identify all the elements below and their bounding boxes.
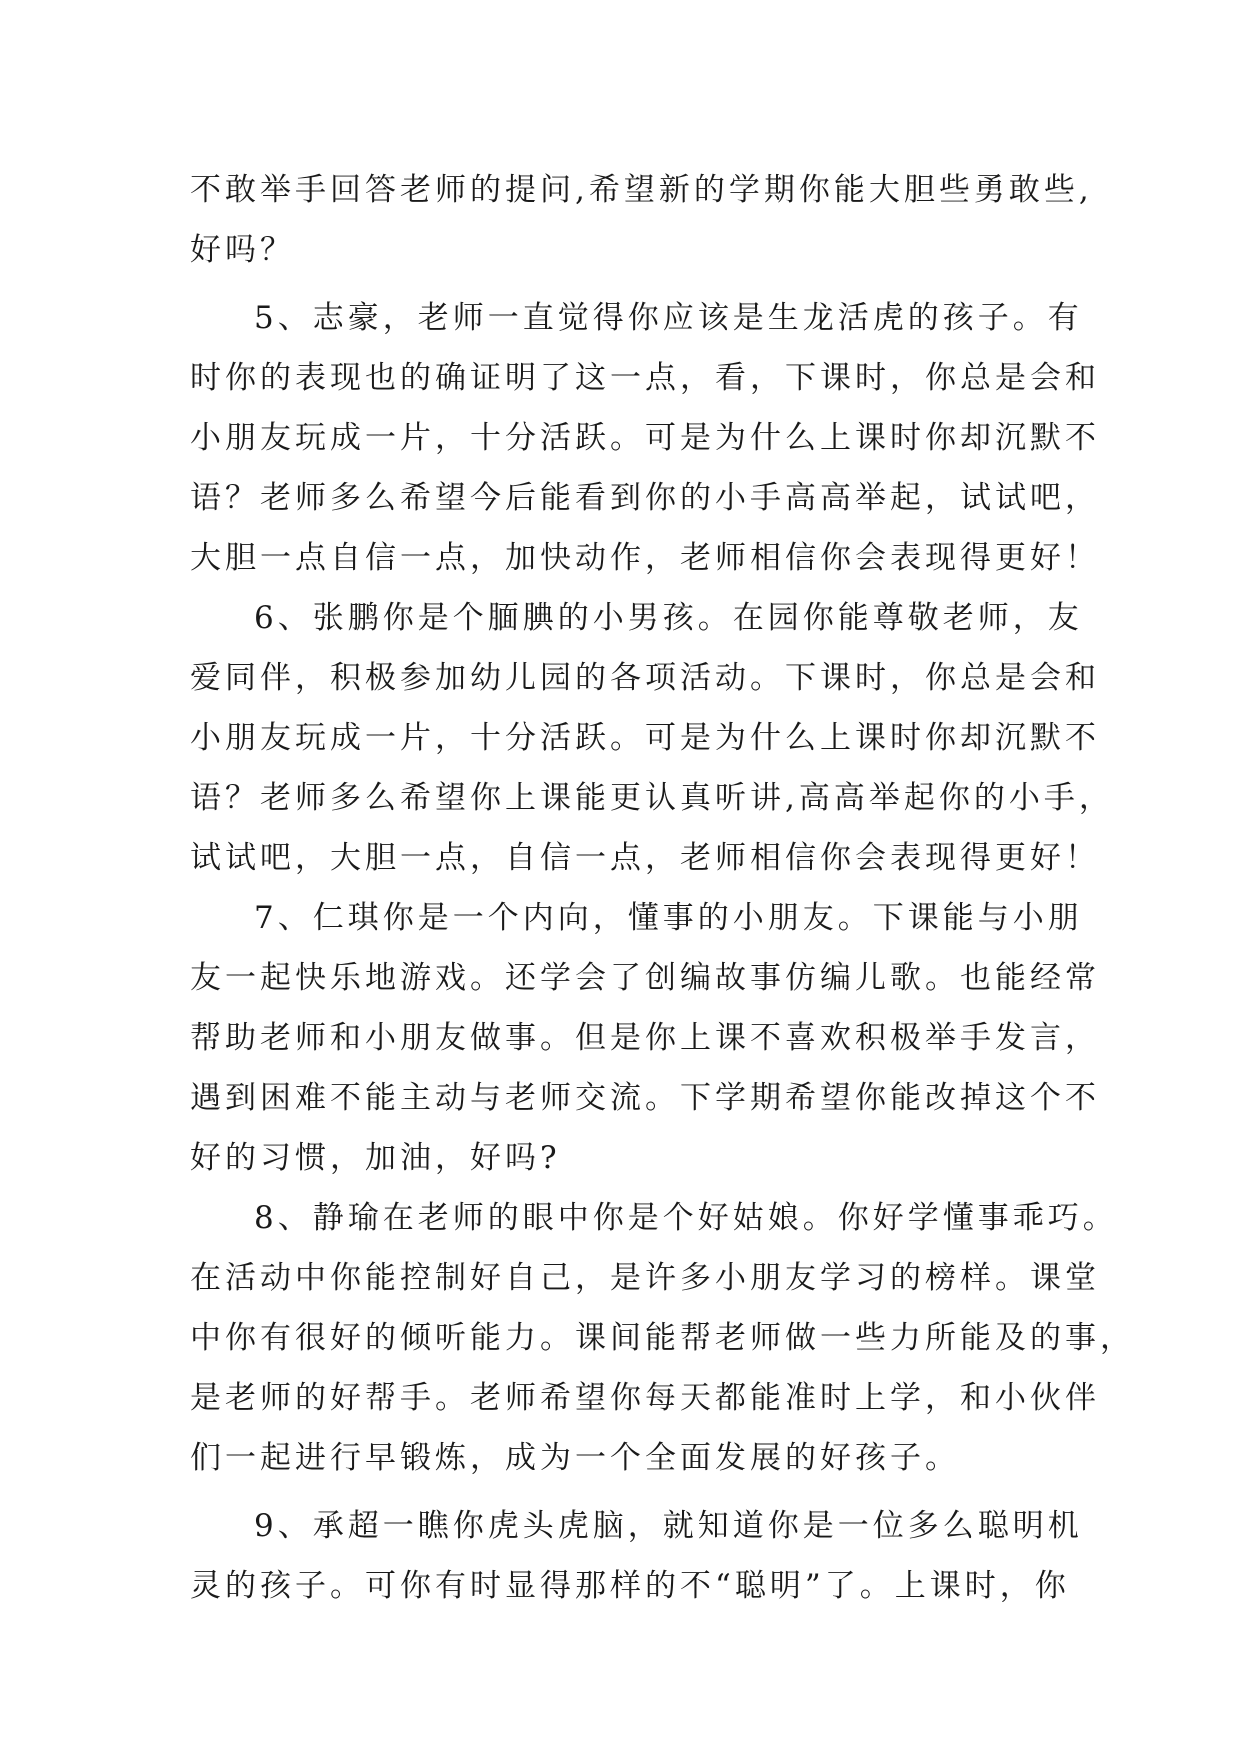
paragraph [190, 160, 1093, 280]
text-line: 爱同伴，积极参加幼儿园的各项活动。下课时，你总是会和 [190, 660, 1100, 696]
text-line: 语？老师多么希望今后能看到你的小手高高举起，试试吧， [190, 480, 1100, 516]
text-line: 友一起快乐地游戏。还学会了创编故事仿编儿歌。也能经常 [190, 960, 1100, 996]
text-line: 9、承超一瞧你虎头虎脑，就知道你是一位多么聪明机 [254, 1508, 1083, 1544]
text-line: 小朋友玩成一片，十分活跃。可是为什么上课时你却沉默不 [190, 720, 1100, 756]
text-line: 帮助老师和小朋友做事。但是你上课不喜欢积极举手发言， [190, 1020, 1100, 1056]
text-line: 小朋友玩成一片，十分活跃。可是为什么上课时你却沉默不 [190, 420, 1100, 456]
document-body [190, 160, 1135, 1616]
text-line: 7、仁琪你是一个内向，懂事的小朋友。下课能与小朋 [254, 900, 1083, 936]
paragraph [190, 1188, 1135, 1488]
text-line: 好吗？ [190, 232, 295, 268]
text-line: 灵的孩子。可你有时显得那样的不“聪明”了。上课时，你 [190, 1568, 1070, 1604]
text-line: 6、张鹏你是个腼腆的小男孩。在园你能尊敬老师，友 [254, 600, 1083, 636]
paragraph [190, 888, 1100, 1188]
text-line: 好的习惯，加油，好吗? [190, 1140, 561, 1176]
paragraph [190, 288, 1100, 588]
text-line: 中你有很好的倾听能力。课间能帮老师做一些力所能及的事， [190, 1320, 1135, 1356]
paragraph [190, 588, 1114, 888]
text-line: 时你的表现也的确证明了这一点，看，下课时，你总是会和 [190, 360, 1100, 396]
text-line: 5、志豪，老师一直觉得你应该是生龙活虎的孩子。有 [254, 300, 1083, 336]
text-line: 大胆一点自信一点，加快动作，老师相信你会表现得更好！ [190, 540, 1100, 576]
paragraph [190, 1496, 1090, 1616]
text-line: 遇到困难不能主动与老师交流。下学期希望你能改掉这个不 [190, 1080, 1100, 1116]
text-line: 在活动中你能控制好自己，是许多小朋友学习的榜样。课堂 [190, 1260, 1100, 1296]
text-line: 试试吧，大胆一点，自信一点，老师相信你会表现得更好！ [190, 840, 1100, 876]
text-line: 们一起进行早锻炼，成为一个全面发展的好孩子。 [190, 1440, 960, 1476]
text-line: 不敢举手回答老师的提问,希望新的学期你能大胆些勇敢些, [190, 172, 1093, 208]
text-line: 语？老师多么希望你上课能更认真听讲,高高举起你的小手， [190, 780, 1114, 816]
text-line: 是老师的好帮手。老师希望你每天都能准时上学，和小伙伴 [190, 1380, 1100, 1416]
text-line: 8、静瑜在老师的眼中你是个好姑娘。你好学懂事乖巧。 [254, 1200, 1118, 1236]
